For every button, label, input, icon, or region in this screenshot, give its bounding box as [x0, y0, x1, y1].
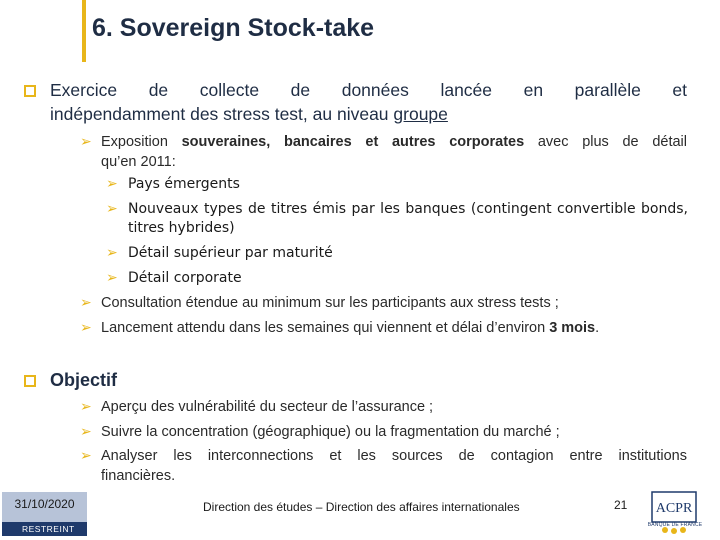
groupe-underlined: groupe	[393, 104, 448, 124]
arrow-bullet-icon: ➢	[80, 134, 92, 150]
arrow-bullet-icon: ➢	[106, 245, 118, 261]
footer-date-box	[2, 492, 87, 536]
objectif-item-analyser-line1: Analyser les interconnections et les sources de contagion entre institutions	[101, 448, 687, 464]
arrow-bullet-icon: ➢	[80, 399, 92, 415]
square-bullet-icon	[24, 375, 36, 387]
arrow-bullet-icon: ➢	[106, 201, 118, 217]
subitem-detail-corporate: Détail corporate	[128, 270, 242, 286]
lancement-item: Lancement attendu dans les semaines qui viennent et délai d’environ 3 mois.	[101, 320, 600, 336]
subitem-nouveaux-types-line2: titres hybrides)	[128, 220, 235, 236]
section1-lead-line1: Exercice de collecte de données lancée en parallèle et	[50, 80, 687, 100]
square-bullet-icon	[24, 85, 36, 97]
subitem-detail-maturite: Détail supérieur par maturité	[128, 245, 333, 261]
arrow-bullet-icon: ➢	[80, 320, 92, 336]
arrow-bullet-icon: ➢	[106, 270, 118, 286]
title-accent-bar	[82, 0, 86, 62]
subitem-pays-emergents: Pays émergents	[128, 176, 240, 192]
logo-text: ACPR	[655, 501, 693, 516]
arrow-bullet-icon: ➢	[80, 448, 92, 464]
objectif-item-apercu: Aperçu des vulnérabilité du secteur de l’assurance ;	[101, 399, 434, 415]
footer-date: 31/10/2020	[14, 497, 75, 511]
objectif-item-analyser-line2: financières.	[101, 468, 176, 484]
classification-badge: RESTREINT	[2, 522, 87, 536]
objectif-item-concentration: Suivre la concentration (géographique) ou la fragmentation du marché ;	[101, 424, 560, 440]
arrow-bullet-icon: ➢	[106, 176, 118, 192]
arrow-bullet-icon: ➢	[80, 424, 92, 440]
footer-direction: Direction des études – Direction des affaires internationales	[203, 500, 520, 514]
consultation-item: Consultation étendue au minimum sur les participants aux stress tests ;	[101, 295, 559, 311]
exposition-line1: Exposition souveraines, bancaires et autres corporates avec plus de détail	[101, 134, 687, 150]
acpr-logo-icon	[651, 490, 697, 538]
logo-subtext: BANQUE DE FRANCE	[647, 522, 703, 528]
objectif-heading: Objectif	[50, 370, 118, 390]
page-number: 21	[614, 498, 628, 512]
section1-lead-line2: indépendamment des stress test, au niveau groupe	[50, 104, 448, 124]
exposition-line2: qu’en 2011:	[101, 154, 176, 170]
arrow-bullet-icon: ➢	[80, 295, 92, 311]
subitem-nouveaux-types-line1: Nouveaux types de titres émis par les banques (contingent convertible bonds,	[128, 201, 688, 217]
page-title: 6. Sovereign Stock-take	[92, 14, 375, 42]
